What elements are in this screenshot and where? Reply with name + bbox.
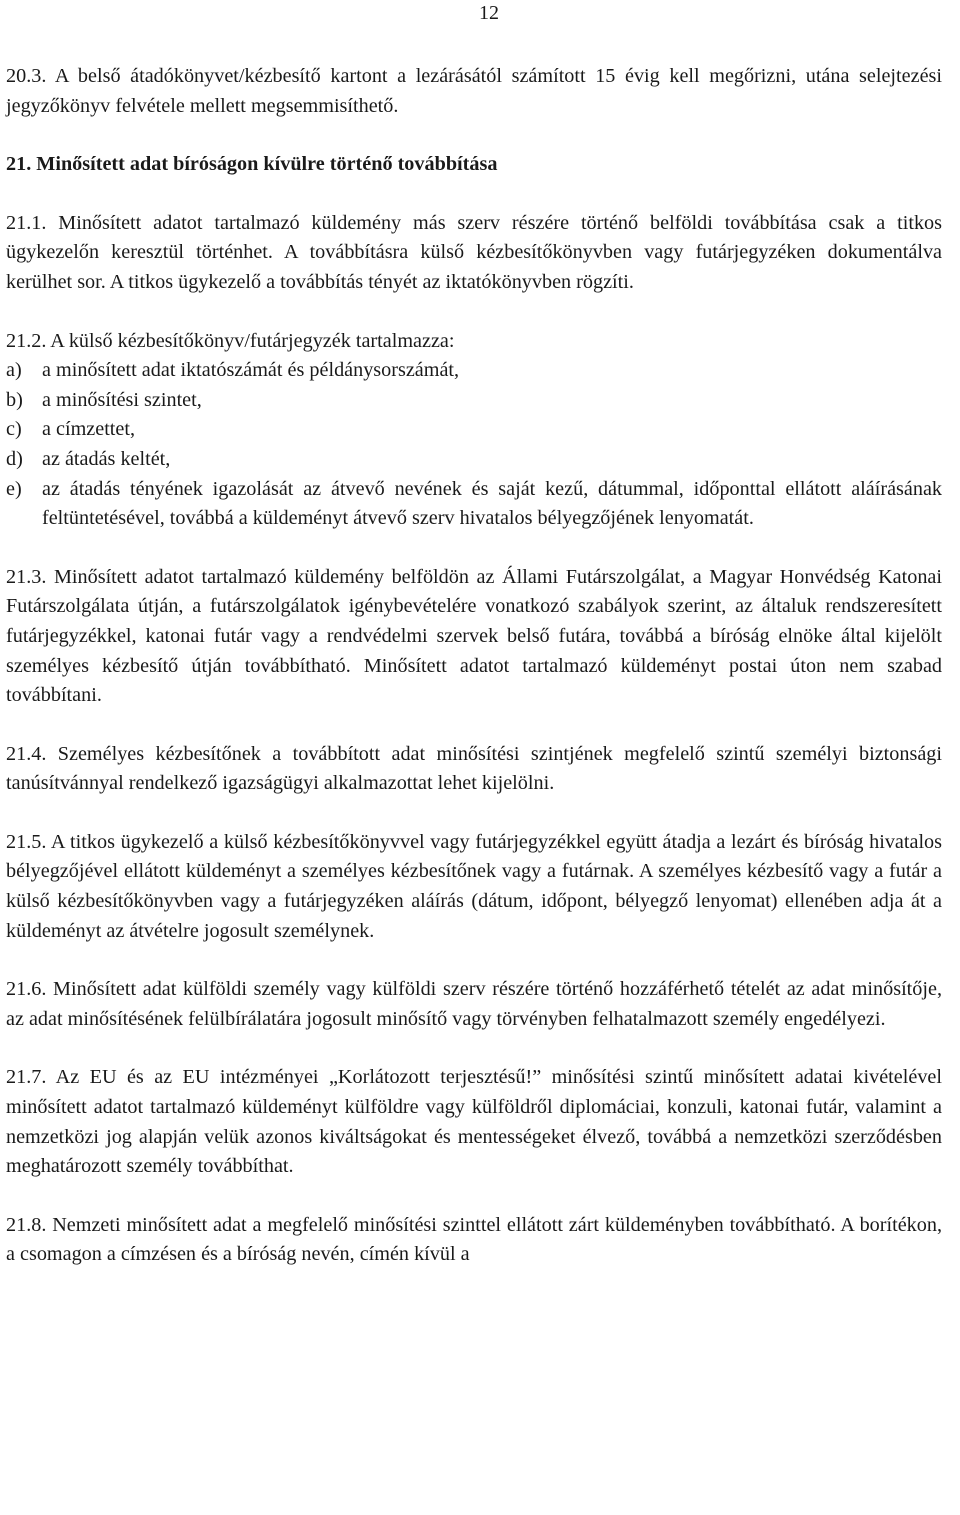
list-item [6,475,942,534]
list-item [6,386,942,416]
list-item-text: a minősített adat iktatószámát és példánysorszámát, [42,359,460,382]
list-marker: b) [6,388,23,411]
paragraph-21-3: 21.3. Minősített adatot tartalmazó küldemény belföldön az Állami Futárszolgálat, a Magyar Honvédség Katonai Futárszolgálata útján, a futárszolgálatok igénybevételére vonatkozó szabályok szerint, az általuk rendszeresített futárjegyzékkel, katonai futár vagy a rendvédelmi szervek belső futára, továbbá a bíróság elnöke által kijelölt személyes kézbesítő útján továbbítható. Minősített adatot tartalmazó küldeményt postai úton nem szabad továbbítani. [6,565,942,707]
list-marker: a) [6,359,22,382]
list-item [6,415,942,445]
paragraph-21-1: 21.1. Minősített adatot tartalmazó küldemény más szerv részére történő belföldi továbbítása csak a titkos ügykezelőn keresztül történhet. A továbbításra külső kézbesítőkönyvben vagy futárjegyzéken dokumentálva kerülhet sor. A titkos ügykezelő a továbbítás tényét az iktatókönyvben rögzíti. [6,211,942,293]
page-number: 12 [479,2,499,24]
list-item-text: az átadás keltét, [42,447,171,470]
list-item [6,356,942,386]
paragraph-21-8: 21.8. Nemzeti minősített adat a megfelelő minősítési szinttel ellátott zárt küldeményben továbbítható. A borítékon, a csomagon a címzésen és a bíróság nevén, címén kívül a [6,1213,942,1266]
document-body [6,62,942,1299]
list-21-2 [6,356,942,534]
list-item [6,445,942,475]
paragraph-21-7: 21.7. Az EU és az EU intézményei „Korlátozott terjesztésű!” minősítési szintű minősített adatai kivételével minősített adatot tartalmazó küldeményt külföldre vagy külföldről diplomáciai, konzuli, katonai futár, valamint a nemzetközi jog alapján velük azonos kiváltságokat és mentességeket élvező, továbbá a nemzetközi szerződésben meghatározott személy továbbíthat. [6,1066,942,1178]
paragraph-20-3: 20.3. A belső átadókönyvet/kézbesítő kartont a lezárásától számított 15 évig kell megőrizni, utána selejtezési jegyzőkönyv felvétele mellett megsemmisíthető. [6,65,942,117]
paragraph-21-2 [6,327,942,534]
paragraph-21-4: 21.4. Személyes kézbesítőnek a továbbított adat minősítési szintjének megfelelő szintű személyi biztonsági tanúsítvánnyal rendelkező igazságügyi alkalmazottat lehet kijelölni. [6,742,942,795]
section-heading-21: 21. Minősített adat bíróságon kívülre történő továbbítása [6,153,498,176]
list-marker: c) [6,418,22,441]
paragraph-21-5: 21.5. A titkos ügykezelő a külső kézbesítőkönyvvel vagy futárjegyzékkel együtt átadja a lezárt és bíróság hivatalos bélyegzőjével ellátott küldeményt a személyes kézbesítőnek vagy a futárnak. A személyes kézbesítő vagy a futár a külső kézbesítőkönyvben vagy a futárjegyzéken aláírás (dátum, időpont, bélyegző lenyomat) ellenében adja át a küldeményt az átvételre jogosult személynek. [6,830,942,942]
list-item-text: az átadás tényének igazolását az átvevő nevének és saját kezű, dátummal, időponttal ellátott aláírásának feltüntetésével, továbbá a küldeményt átvevő szerv hivatalos bélyegzőjének lenyomatát. [42,477,942,530]
list-marker: d) [6,447,23,470]
list-item-text: a címzettet, [42,418,136,441]
paragraph-21-6: 21.6. Minősített adat külföldi személy vagy külföldi szerv részére történő hozzáférhető tételét az adat minősítője, az adat minősítésének felülbírálatára jogosult minősítő vagy törvényben felhatalmazott személy engedélyezi. [6,978,942,1030]
list-item-text: a minősítési szintet, [42,388,202,411]
paragraph-21-2-intro: 21.2. A külső kézbesítőkönyv/futárjegyzék tartalmazza: [6,329,455,352]
list-marker: e) [6,477,22,500]
